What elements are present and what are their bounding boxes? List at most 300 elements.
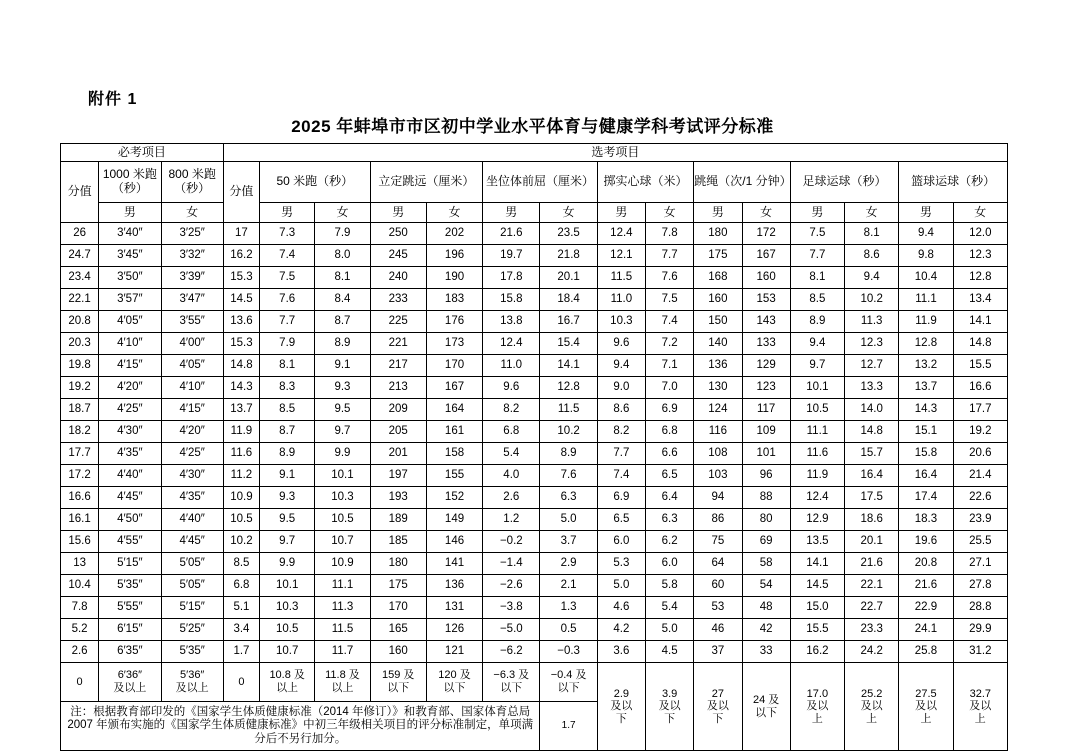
cell-long-jump-female: 170 [426, 355, 482, 377]
header-item-football-dribble: 足球运球（秒） [790, 162, 899, 203]
cell-basketball-female: 27.8 [953, 575, 1007, 597]
cell-long-jump-female: 136 [426, 575, 482, 597]
table-row [61, 597, 1008, 619]
cell-football-male: 12.4 [790, 487, 844, 509]
cell-50m-male: 9.5 [260, 509, 315, 531]
cell-basketball-female: 31.2 [953, 641, 1007, 663]
header-sex-male: 男 [370, 203, 426, 223]
cell-solid-ball-female: 7.7 [646, 245, 694, 267]
cell-solid-ball-female: 7.4 [646, 311, 694, 333]
cell-sit-reach-female: 11.5 [540, 399, 597, 421]
cell-50m-female: 9.9 [315, 443, 370, 465]
cell-sit-reach-male: −0.2 [483, 531, 540, 553]
cell-long-jump-female: 155 [426, 465, 482, 487]
cell-football-female: 14.8 [845, 421, 899, 443]
cell-football-female: 8.6 [845, 245, 899, 267]
cell-long-jump-female: 158 [426, 443, 482, 465]
cell-basketball-male: 9.4 [899, 223, 953, 245]
cell-sit-reach-female: 0.5 [540, 619, 597, 641]
cell-rope-female: 160 [742, 267, 790, 289]
cell-football-female: 12.7 [845, 355, 899, 377]
cell-800m-female: 4′10″ [161, 377, 223, 399]
cell-rope-male: 60 [694, 575, 742, 597]
cell-50m-male: 8.5 [260, 399, 315, 421]
cell-800m-female: 3′25″ [161, 223, 223, 245]
cell-long-jump-male: 217 [370, 355, 426, 377]
header-item-800m: 800 米跑（秒） [161, 162, 223, 203]
cell-football-male: 16.2 [790, 641, 844, 663]
cell-rope-male: 140 [694, 333, 742, 355]
cell-rope-female: 96 [742, 465, 790, 487]
cell-score-required: 18.7 [61, 399, 99, 421]
cell-50m-male: 10.1 [260, 575, 315, 597]
cell-sit-reach-female: 16.7 [540, 311, 597, 333]
cell-football-male: 13.5 [790, 531, 844, 553]
cell-football-female: 18.6 [845, 509, 899, 531]
cell-football-male: 8.9 [790, 311, 844, 333]
header-sex-male: 男 [483, 203, 540, 223]
cell-solid-ball-male: 12.4 [597, 223, 645, 245]
cell-1000m-male: 4′55″ [99, 531, 161, 553]
cell-solid-ball-female: 5.4 [646, 597, 694, 619]
cell-score-required: 19.8 [61, 355, 99, 377]
cell-1000m-male: 3′45″ [99, 245, 161, 267]
cell-rope-female: 88 [742, 487, 790, 509]
cell-800m-female: 4′05″ [161, 355, 223, 377]
cell-solid-ball-male: 8.2 [597, 421, 645, 443]
cell-solid-ball-female: 5.8 [646, 575, 694, 597]
cell-score-required: 19.2 [61, 377, 99, 399]
cell-rope-female: 167 [742, 245, 790, 267]
cell-score-required: 17.7 [61, 443, 99, 465]
cell-rope-male: 160 [694, 289, 742, 311]
cell-sit-reach-female: 15.4 [540, 333, 597, 355]
header-item-sit-and-reach: 坐位体前屈（厘米） [483, 162, 598, 203]
cell-football-male: 10.1 [790, 377, 844, 399]
cell-basketball-female: 25.5 [953, 531, 1007, 553]
table-row [61, 399, 1008, 421]
cell-basketball-female: 29.9 [953, 619, 1007, 641]
cell-long-jump-male-threshold: 159 及 以下 [370, 663, 426, 702]
cell-basketball-female: 12.0 [953, 223, 1007, 245]
cell-solid-ball-female: 7.1 [646, 355, 694, 377]
cell-1000m-male-threshold: 6′36″ 及以上 [99, 663, 161, 702]
cell-50m-male: 7.7 [260, 311, 315, 333]
cell-basketball-female: 21.4 [953, 465, 1007, 487]
cell-sit-reach-female: 14.1 [540, 355, 597, 377]
cell-football-male: 11.9 [790, 465, 844, 487]
cell-score-required: 24.7 [61, 245, 99, 267]
cell-50m-female: 11.3 [315, 597, 370, 619]
cell-basketball-male: 9.8 [899, 245, 953, 267]
cell-long-jump-male: 193 [370, 487, 426, 509]
cell-sit-reach-male: 9.6 [483, 377, 540, 399]
cell-football-female: 20.1 [845, 531, 899, 553]
cell-basketball-male: 22.9 [899, 597, 953, 619]
cell-score-required: 2.6 [61, 641, 99, 663]
cell-50m-male-threshold: 10.8 及 以上 [260, 663, 315, 702]
cell-1000m-male: 3′50″ [99, 267, 161, 289]
cell-basketball-male-threshold: 27.5 及以 上 [899, 663, 953, 751]
table-row [61, 553, 1008, 575]
cell-score-optional: 17 [223, 223, 259, 245]
cell-sit-reach-male: −2.6 [483, 575, 540, 597]
table-row [61, 223, 1008, 245]
cell-score-required: 23.4 [61, 267, 99, 289]
cell-1000m-male: 4′20″ [99, 377, 161, 399]
cell-800m-female: 5′35″ [161, 641, 223, 663]
cell-sit-reach-female: 8.9 [540, 443, 597, 465]
cell-50m-female: 11.1 [315, 575, 370, 597]
cell-score-optional: 10.2 [223, 531, 259, 553]
table-row [61, 575, 1008, 597]
cell-sit-reach-male: 17.8 [483, 267, 540, 289]
cell-solid-ball-female: 7.2 [646, 333, 694, 355]
cell-50m-female: 10.5 [315, 509, 370, 531]
cell-rope-male: 103 [694, 465, 742, 487]
cell-50m-male: 8.3 [260, 377, 315, 399]
cell-football-female: 22.7 [845, 597, 899, 619]
cell-score-required: 15.6 [61, 531, 99, 553]
header-item-rope-skipping: 跳绳（次/1 分钟） [694, 162, 791, 203]
header-score-right: 分值 [223, 162, 259, 223]
cell-solid-ball-male: 4.6 [597, 597, 645, 619]
table-row [61, 487, 1008, 509]
cell-score-optional: 14.3 [223, 377, 259, 399]
cell-football-male: 10.5 [790, 399, 844, 421]
cell-long-jump-female: 121 [426, 641, 482, 663]
cell-long-jump-female: 173 [426, 333, 482, 355]
cell-long-jump-female: 141 [426, 553, 482, 575]
cell-basketball-female: 13.4 [953, 289, 1007, 311]
cell-long-jump-female: 183 [426, 289, 482, 311]
cell-rope-female: 58 [742, 553, 790, 575]
table-row [61, 619, 1008, 641]
cell-score-optional: 11.2 [223, 465, 259, 487]
cell-rope-male: 37 [694, 641, 742, 663]
cell-basketball-male: 20.8 [899, 553, 953, 575]
cell-800m-female: 4′35″ [161, 487, 223, 509]
cell-score-optional: 16.2 [223, 245, 259, 267]
cell-50m-male: 7.6 [260, 289, 315, 311]
cell-solid-ball-female: 6.0 [646, 553, 694, 575]
cell-football-male: 15.5 [790, 619, 844, 641]
cell-solid-ball-female: 6.3 [646, 509, 694, 531]
header-sex-female: 女 [845, 203, 899, 223]
cell-sit-reach-male: 5.4 [483, 443, 540, 465]
cell-50m-male: 9.7 [260, 531, 315, 553]
cell-rope-female: 117 [742, 399, 790, 421]
cell-50m-female: 9.3 [315, 377, 370, 399]
header-sex-female: 女 [161, 203, 223, 223]
cell-football-female: 16.4 [845, 465, 899, 487]
cell-1000m-male: 4′25″ [99, 399, 161, 421]
cell-long-jump-male: 197 [370, 465, 426, 487]
cell-basketball-male: 21.6 [899, 575, 953, 597]
cell-800m-female: 4′15″ [161, 399, 223, 421]
cell-50m-male: 8.9 [260, 443, 315, 465]
cell-rope-male: 130 [694, 377, 742, 399]
cell-solid-ball-female: 6.9 [646, 399, 694, 421]
cell-score-required: 7.8 [61, 597, 99, 619]
cell-rope-male: 86 [694, 509, 742, 531]
cell-solid-ball-male: 9.6 [597, 333, 645, 355]
cell-1000m-male: 3′57″ [99, 289, 161, 311]
cell-800m-female: 4′40″ [161, 509, 223, 531]
cell-rope-male: 124 [694, 399, 742, 421]
cell-football-female: 13.3 [845, 377, 899, 399]
cell-50m-female: 9.7 [315, 421, 370, 443]
cell-rope-male: 175 [694, 245, 742, 267]
cell-football-male: 11.6 [790, 443, 844, 465]
cell-sit-reach-female: 6.3 [540, 487, 597, 509]
cell-rope-male: 180 [694, 223, 742, 245]
cell-sit-reach-male: 1.2 [483, 509, 540, 531]
cell-score-required: 26 [61, 223, 99, 245]
cell-rope-male: 116 [694, 421, 742, 443]
cell-football-female: 14.0 [845, 399, 899, 421]
cell-solid-ball-female: 6.4 [646, 487, 694, 509]
cell-basketball-female: 15.5 [953, 355, 1007, 377]
cell-solid-ball-male: 6.9 [597, 487, 645, 509]
table-row [61, 421, 1008, 443]
cell-50m-male: 10.5 [260, 619, 315, 641]
cell-basketball-female: 20.6 [953, 443, 1007, 465]
cell-1000m-male: 6′15″ [99, 619, 161, 641]
cell-basketball-female: 23.9 [953, 509, 1007, 531]
cell-long-jump-male: 209 [370, 399, 426, 421]
cell-football-male: 11.1 [790, 421, 844, 443]
cell-rope-female: 69 [742, 531, 790, 553]
cell-sit-reach-female: 2.1 [540, 575, 597, 597]
cell-rope-female: 42 [742, 619, 790, 641]
cell-solid-ball-female: 6.6 [646, 443, 694, 465]
cell-50m-female: 7.9 [315, 223, 370, 245]
cell-solid-ball-male: 9.4 [597, 355, 645, 377]
cell-solid-ball-female: 7.0 [646, 377, 694, 399]
cell-50m-male: 7.3 [260, 223, 315, 245]
cell-sit-reach-male: −6.2 [483, 641, 540, 663]
cell-football-male: 15.0 [790, 597, 844, 619]
cell-basketball-female: 28.8 [953, 597, 1007, 619]
cell-800m-female: 5′05″ [161, 575, 223, 597]
cell-solid-ball-male: 11.0 [597, 289, 645, 311]
cell-800m-female: 3′47″ [161, 289, 223, 311]
cell-sit-reach-male: 8.2 [483, 399, 540, 421]
header-sex-male: 男 [597, 203, 645, 223]
cell-solid-ball-male: 6.5 [597, 509, 645, 531]
cell-basketball-female-threshold: 32.7 及以 上 [953, 663, 1007, 751]
cell-long-jump-male: 165 [370, 619, 426, 641]
cell-basketball-female: 16.6 [953, 377, 1007, 399]
cell-basketball-female: 19.2 [953, 421, 1007, 443]
cell-long-jump-female-threshold: 120 及 以下 [426, 663, 482, 702]
cell-long-jump-male: 213 [370, 377, 426, 399]
cell-long-jump-female: 126 [426, 619, 482, 641]
cell-sit-reach-male-threshold: −6.3 及 以下 [483, 663, 540, 702]
cell-50m-male: 7.9 [260, 333, 315, 355]
cell-50m-female: 11.5 [315, 619, 370, 641]
cell-long-jump-male: 205 [370, 421, 426, 443]
header-sex-female: 女 [315, 203, 370, 223]
cell-800m-female-threshold: 5′36″ 及以上 [161, 663, 223, 702]
cell-1000m-male: 5′35″ [99, 575, 161, 597]
cell-50m-male: 10.7 [260, 641, 315, 663]
cell-1000m-male: 3′40″ [99, 223, 161, 245]
cell-solid-ball-male: 7.7 [597, 443, 645, 465]
cell-football-male: 8.5 [790, 289, 844, 311]
cell-solid-ball-female-threshold: 3.9 及以 下 [646, 663, 694, 751]
cell-basketball-female: 12.8 [953, 267, 1007, 289]
cell-1000m-male: 4′40″ [99, 465, 161, 487]
cell-rope-female: 123 [742, 377, 790, 399]
cell-football-female: 15.7 [845, 443, 899, 465]
header-sex-female: 女 [540, 203, 597, 223]
cell-solid-ball-female: 7.6 [646, 267, 694, 289]
cell-long-jump-male: 160 [370, 641, 426, 663]
cell-rope-male: 46 [694, 619, 742, 641]
cell-basketball-male: 12.8 [899, 333, 953, 355]
cell-score-required: 13 [61, 553, 99, 575]
cell-score-optional: 14.8 [223, 355, 259, 377]
cell-score-optional: 1.7 [223, 641, 259, 663]
cell-long-jump-male: 170 [370, 597, 426, 619]
cell-sit-reach-female: 3.7 [540, 531, 597, 553]
table-row [61, 377, 1008, 399]
cell-score-required: 5.2 [61, 619, 99, 641]
cell-solid-ball-male-threshold: 2.9 及以 下 [597, 663, 645, 751]
cell-score-optional: 10.9 [223, 487, 259, 509]
cell-sit-reach-female: 12.8 [540, 377, 597, 399]
cell-50m-female: 10.1 [315, 465, 370, 487]
cell-50m-female: 8.7 [315, 311, 370, 333]
cell-basketball-male: 15.1 [899, 421, 953, 443]
header-score-left: 分值 [61, 162, 99, 223]
header-sex-female: 女 [953, 203, 1007, 223]
header-sex-male: 男 [899, 203, 953, 223]
cell-long-jump-female: 131 [426, 597, 482, 619]
cell-800m-female: 3′32″ [161, 245, 223, 267]
cell-basketball-female: 12.3 [953, 245, 1007, 267]
cell-long-jump-male: 201 [370, 443, 426, 465]
cell-football-male: 12.9 [790, 509, 844, 531]
cell-score-optional: 13.6 [223, 311, 259, 333]
cell-football-female: 21.6 [845, 553, 899, 575]
cell-rope-female: 153 [742, 289, 790, 311]
cell-rope-male: 75 [694, 531, 742, 553]
cell-sit-reach-male: 21.6 [483, 223, 540, 245]
cell-rope-female: 143 [742, 311, 790, 333]
cell-sit-reach-male: 11.0 [483, 355, 540, 377]
cell-50m-female-threshold: 11.8 及 以上 [315, 663, 370, 702]
cell-solid-ball-male: 6.0 [597, 531, 645, 553]
table-row [61, 267, 1008, 289]
cell-sit-reach-male: −3.8 [483, 597, 540, 619]
cell-football-female: 10.2 [845, 289, 899, 311]
cell-score-optional: 6.8 [223, 575, 259, 597]
cell-long-jump-female: 202 [426, 223, 482, 245]
cell-solid-ball-female: 5.0 [646, 619, 694, 641]
cell-sit-reach-male: 4.0 [483, 465, 540, 487]
cell-1000m-male: 4′15″ [99, 355, 161, 377]
cell-basketball-male: 13.2 [899, 355, 953, 377]
cell-sit-reach-female: 18.4 [540, 289, 597, 311]
cell-1000m-male: 4′10″ [99, 333, 161, 355]
cell-football-female: 23.3 [845, 619, 899, 641]
cell-score-required: 20.8 [61, 311, 99, 333]
cell-long-jump-male: 221 [370, 333, 426, 355]
cell-solid-ball-male: 8.6 [597, 399, 645, 421]
cell-50m-female: 11.7 [315, 641, 370, 663]
cell-solid-ball-male: 9.0 [597, 377, 645, 399]
cell-score-required-zero: 0 [61, 663, 99, 702]
cell-solid-ball-male: 5.3 [597, 553, 645, 575]
header-sex-female: 女 [426, 203, 482, 223]
cell-800m-female: 4′00″ [161, 333, 223, 355]
cell-50m-female: 9.5 [315, 399, 370, 421]
cell-football-male: 7.5 [790, 223, 844, 245]
cell-basketball-female: 27.1 [953, 553, 1007, 575]
header-sex-male: 男 [260, 203, 315, 223]
cell-800m-female: 4′30″ [161, 465, 223, 487]
cell-50m-female: 8.4 [315, 289, 370, 311]
header-group-required: 必考项目 [61, 144, 224, 162]
cell-1000m-male: 4′35″ [99, 443, 161, 465]
cell-50m-male: 9.9 [260, 553, 315, 575]
cell-football-male: 9.7 [790, 355, 844, 377]
cell-basketball-male: 11.9 [899, 311, 953, 333]
cell-rope-female: 54 [742, 575, 790, 597]
table-row [61, 641, 1008, 663]
cell-800m-female: 3′55″ [161, 311, 223, 333]
cell-long-jump-female: 161 [426, 421, 482, 443]
cell-rope-male: 53 [694, 597, 742, 619]
cell-solid-ball-female: 7.5 [646, 289, 694, 311]
cell-long-jump-female: 146 [426, 531, 482, 553]
header-sex-female: 女 [646, 203, 694, 223]
cell-sit-reach-male: −5.0 [483, 619, 540, 641]
cell-800m-female: 4′45″ [161, 531, 223, 553]
cell-long-jump-female: 152 [426, 487, 482, 509]
cell-football-female: 12.3 [845, 333, 899, 355]
cell-solid-ball-female: 6.8 [646, 421, 694, 443]
cell-solid-ball-female: 7.8 [646, 223, 694, 245]
cell-50m-male: 8.7 [260, 421, 315, 443]
cell-score-optional: 11.6 [223, 443, 259, 465]
cell-800m-female: 5′15″ [161, 597, 223, 619]
cell-football-female: 17.5 [845, 487, 899, 509]
cell-solid-ball-male: 5.0 [597, 575, 645, 597]
cell-long-jump-female: 176 [426, 311, 482, 333]
cell-rope-female: 129 [742, 355, 790, 377]
cell-800m-female: 4′25″ [161, 443, 223, 465]
table-row [61, 333, 1008, 355]
scoring-standards-table [60, 143, 1008, 751]
header-group-optional: 选考项目 [223, 144, 1007, 162]
cell-basketball-male: 15.8 [899, 443, 953, 465]
cell-sit-reach-female: 2.9 [540, 553, 597, 575]
cell-score-optional: 11.9 [223, 421, 259, 443]
cell-rope-female: 33 [742, 641, 790, 663]
cell-50m-male: 7.4 [260, 245, 315, 267]
header-item-50m: 50 米跑（秒） [260, 162, 371, 203]
cell-basketball-male: 11.1 [899, 289, 953, 311]
cell-sit-reach-female: 1.3 [540, 597, 597, 619]
cell-1000m-male: 6′35″ [99, 641, 161, 663]
cell-football-male: 14.1 [790, 553, 844, 575]
cell-50m-male: 8.1 [260, 355, 315, 377]
cell-football-male: 8.1 [790, 267, 844, 289]
